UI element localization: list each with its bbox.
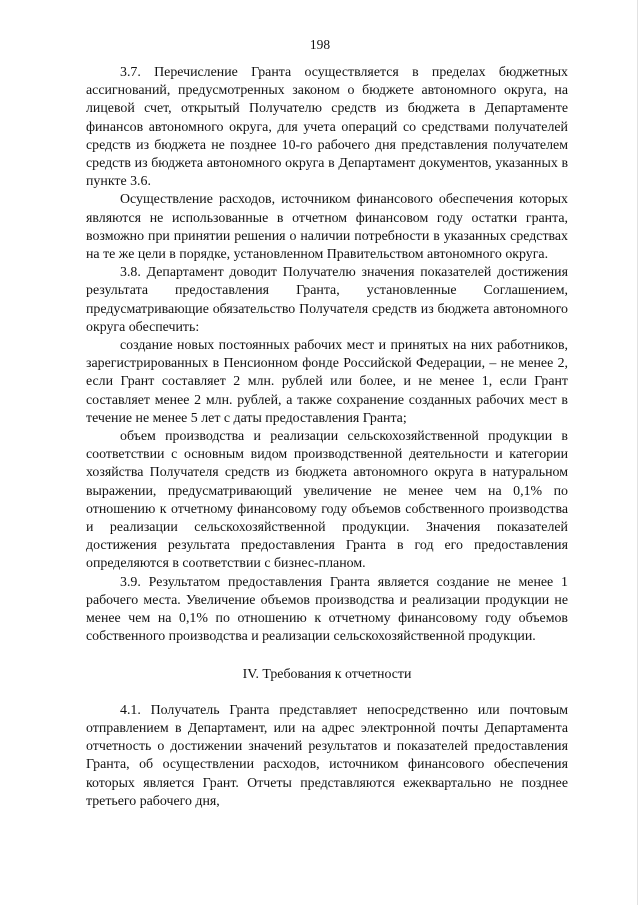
section-heading: IV. Требования к отчетности	[242, 666, 412, 682]
paragraph-balance-usage: Осуществление расходов, источником финансового обеспечения которых являются не использованные в отчетном финансовом году остатки гранта, возможно при принятии решения о наличии потребности в указанных средствах на те же цели в порядке, установленном Правительством автономного округа.	[86, 192, 568, 263]
paragraph-production-indicator: объем производства и реализации сельскохозяйственной продукции в соответствии с основным видом производственной деятельности и категории хозяйства Получателя средств из бюджета автономного округа в натуральном выражении, предусматривающий увеличение не менее чем на 0,1% по отношению к отчетному финансовому году объемов собственного производства и реализации сельскохозяйственной продукции. Значения показателей достижения результата предоставления Гранта в год его предоставления определяются в соответствии с бизнес-планом.	[86, 429, 568, 572]
scan-edge	[637, 0, 638, 905]
document-body	[86, 64, 568, 811]
paragraph-3-9: 3.9. Результатом предоставления Гранта является создание не менее 1 рабочего места. Увеличение объемов производства и реализации продукции не менее чем на 0,1% по отношению к отчетному финансовому году объемов собственного производства и реализации сельскохозяйственной продукции.	[86, 574, 568, 645]
paragraph-3-7: 3.7. Перечисление Гранта осуществляется в пределах бюджетных ассигнований, предусмотренных законом о бюджете автономного округа, на лицевой счет, открытый Получателю средств из бюджета в Департаменте финансов автономного округа, для учета операций со средствами получателей средств из бюджета не позднее 10-го рабочего дня представления получателем средств из бюджета автономного округа в Департамент документов, указанных в пункте 3.6.	[86, 65, 568, 190]
page-number: 198	[309, 37, 331, 52]
paragraph-3-8: 3.8. Департамент доводит Получателю значения показателей достижения результата предоставления Гранта, установленные Соглашением, предусматривающие обязательство Получателя средств из бюджета автономного округа обеспечить:	[86, 265, 568, 335]
paragraph-jobs-indicator: создание новых постоянных рабочих мест и принятых на них работников, зарегистрированных в Пенсионном фонде Российской Федерации, – не менее 2, если Грант составляет 2 млн. рублей или более, и не менее 1, если Грант составляет менее 2 млн. рублей, а также сохранение созданных рабочих мест в течение не менее 5 лет с даты предоставления Гранта;	[86, 338, 568, 426]
paragraph-4-1: 4.1. Получатель Гранта представляет непосредственно или почтовым отправлением в Департамент, или на адрес электронной почты Департамента отчетность о достижении значений результатов и показателей предоставления Гранта, об осуществлении расходов, источником финансового обеспечения которых является Грант. Отчеты представляются ежеквартально не позднее третьего рабочего дня,	[86, 702, 568, 809]
